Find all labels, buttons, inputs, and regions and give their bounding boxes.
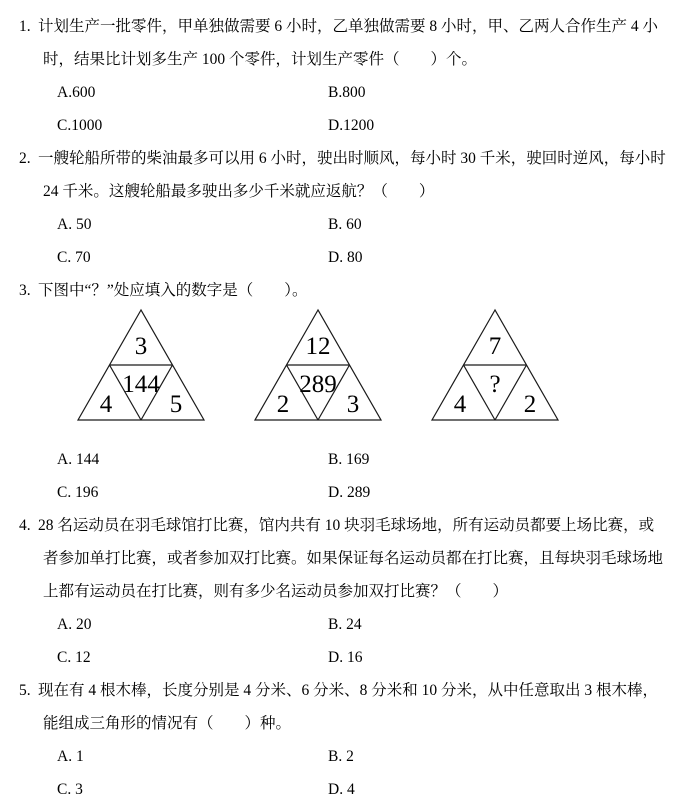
triangle-top-value: 3 bbox=[134, 333, 148, 360]
question-4-line-3: 上都有运动员在打比赛，则有多少名运动员参加双打比赛？（ ） bbox=[43, 583, 509, 600]
option-a: A. 1 bbox=[57, 748, 84, 765]
triangle-puzzle-figure bbox=[0, 307, 681, 443]
option-b: B. 24 bbox=[328, 616, 362, 633]
triangle-right-value: 5 bbox=[169, 391, 183, 418]
question-4 bbox=[0, 509, 681, 674]
triangle-left-value: 2 bbox=[276, 391, 290, 418]
triangle-center-value: 144 bbox=[122, 371, 160, 398]
question-number: 3. bbox=[19, 282, 31, 299]
question-4-line-1 bbox=[0, 509, 681, 542]
option-a: A. 144 bbox=[57, 451, 100, 468]
question-3-options-row-2 bbox=[0, 476, 681, 509]
question-1-line-1 bbox=[0, 10, 681, 43]
question-5-options-row-2 bbox=[0, 773, 681, 806]
option-d: D.1200 bbox=[328, 117, 375, 134]
triangle-center-value: 289 bbox=[299, 371, 337, 398]
question-text: 下图中“？”处应填入的数字是（ ）。 bbox=[38, 282, 308, 299]
triangle-top-value: 12 bbox=[305, 333, 331, 360]
option-b: B. 2 bbox=[328, 748, 354, 765]
triangle-diagram-1 bbox=[75, 307, 207, 423]
question-2 bbox=[0, 142, 681, 274]
question-5-options-row-1 bbox=[0, 740, 681, 773]
question-number: 2. bbox=[19, 150, 31, 167]
triangle-top-value: 7 bbox=[488, 333, 502, 360]
option-a: A. 20 bbox=[57, 616, 92, 633]
triangle-center-value: ? bbox=[489, 371, 501, 398]
option-c: C. 196 bbox=[57, 484, 99, 501]
question-1-options-row-2 bbox=[0, 109, 681, 142]
option-b: B. 169 bbox=[328, 451, 370, 468]
triangle-diagram-3 bbox=[429, 307, 561, 423]
option-b: B. 60 bbox=[328, 216, 362, 233]
question-2-options-row-1 bbox=[0, 208, 681, 241]
option-d: D. 16 bbox=[328, 649, 363, 666]
question-3-line-1 bbox=[0, 274, 681, 307]
question-1 bbox=[0, 10, 681, 142]
question-3 bbox=[0, 274, 681, 509]
question-4-options-row-2 bbox=[0, 641, 681, 674]
question-text: 一艘轮船所带的柴油最多可以用 6 小时，驶出时顺风，每小时 30 千米，驶回时逆风，每小时 bbox=[38, 150, 666, 167]
option-d: D. 4 bbox=[328, 781, 355, 798]
question-number: 5. bbox=[19, 682, 31, 699]
option-c: C. 3 bbox=[57, 781, 83, 798]
question-3-options-row-1 bbox=[0, 443, 681, 476]
question-5-line-1 bbox=[0, 674, 681, 707]
triangle-right-value: 3 bbox=[346, 391, 360, 418]
option-c: C. 12 bbox=[57, 649, 91, 666]
question-number: 1. bbox=[19, 18, 31, 35]
question-2-line-1 bbox=[0, 142, 681, 175]
option-b: B.800 bbox=[328, 84, 366, 101]
question-4-options-row-1 bbox=[0, 608, 681, 641]
triangle-right-value: 2 bbox=[523, 391, 537, 418]
question-1-options-row-1 bbox=[0, 76, 681, 109]
option-d: D. 289 bbox=[328, 484, 371, 501]
question-1-line-2: 时，结果比计划多生产 100 个零件，计划生产零件（ ）个。 bbox=[43, 51, 478, 68]
question-5-line-2: 能组成三角形的情况有（ ）种。 bbox=[43, 715, 292, 732]
triangle-left-value: 4 bbox=[453, 391, 467, 418]
question-4-line-2: 者参加单打比赛，或者参加双打比赛。如果保证每名运动员都在打比赛，且每块羽毛球场地 bbox=[43, 550, 664, 567]
triangle-diagram-2 bbox=[252, 307, 384, 423]
question-number: 4. bbox=[19, 517, 31, 534]
question-text: 计划生产一批零件，甲单独做需要 6 小时，乙单独做需要 8 小时，甲、乙两人合作生产 4 小 bbox=[38, 18, 659, 35]
question-2-options-row-2 bbox=[0, 241, 681, 274]
question-text: 28 名运动员在羽毛球馆打比赛，馆内共有 10 块羽毛球场地，所有运动员都要上场比赛，或 bbox=[38, 517, 655, 534]
option-d: D. 80 bbox=[328, 249, 363, 266]
option-a: A. 50 bbox=[57, 216, 92, 233]
question-5 bbox=[0, 674, 681, 806]
option-c: C.1000 bbox=[57, 117, 103, 134]
option-a: A.600 bbox=[57, 84, 96, 101]
triangle-left-value: 4 bbox=[99, 391, 113, 418]
question-text: 现在有 4 根木棒，长度分别是 4 分米、6 分米、8 分米和 10 分米，从中任意取出 3 根木棒， bbox=[38, 682, 659, 699]
question-2-line-2: 24 千米。这艘轮船最多驶出多少千米就应返航？（ ） bbox=[43, 183, 435, 200]
option-c: C. 70 bbox=[57, 249, 91, 266]
